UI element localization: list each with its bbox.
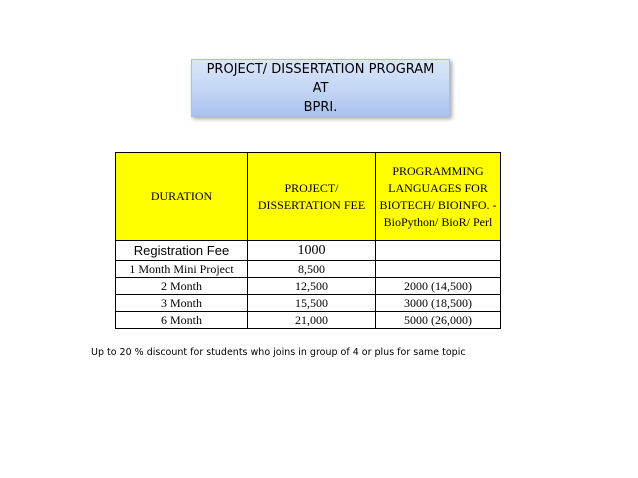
fee-table [115, 152, 501, 329]
title-line-2: BPRI. [303, 99, 338, 115]
table-row [116, 261, 501, 278]
header-fee: PROJECT/ DISSERTATION FEE [248, 153, 376, 241]
cell-programming: 2000 (14,500) [376, 278, 501, 295]
header-programming: PROGRAMMING LANGUAGES FOR BIOTECH/ BIOINFO. - BioPython/ BioR/ Perl [376, 153, 501, 241]
cell-programming: 5000 (26,000) [376, 312, 501, 329]
title-line-1: PROJECT/ DISSERTATION PROGRAM AT [206, 61, 435, 96]
cell-duration: 2 Month [116, 278, 248, 295]
cell-programming [376, 261, 501, 278]
cell-duration: 3 Month [116, 295, 248, 312]
discount-note: Up to 20 % discount for students who joins in group of 4 or plus for same topic [91, 347, 466, 358]
header-duration: DURATION [116, 153, 248, 241]
cell-fee: 1000 [248, 241, 376, 261]
cell-fee: 12,500 [248, 278, 376, 295]
cell-fee: 21,000 [248, 312, 376, 329]
cell-fee: 15,500 [248, 295, 376, 312]
cell-duration: 6 Month [116, 312, 248, 329]
cell-programming: 3000 (18,500) [376, 295, 501, 312]
table-row [116, 295, 501, 312]
table-row [116, 278, 501, 295]
table-row [116, 241, 501, 261]
table-row [116, 312, 501, 329]
cell-duration: 1 Month Mini Project [116, 261, 248, 278]
page-title [191, 59, 450, 117]
table-header-row [116, 153, 501, 241]
cell-programming [376, 241, 501, 261]
cell-duration: Registration Fee [116, 241, 248, 261]
cell-fee: 8,500 [248, 261, 376, 278]
